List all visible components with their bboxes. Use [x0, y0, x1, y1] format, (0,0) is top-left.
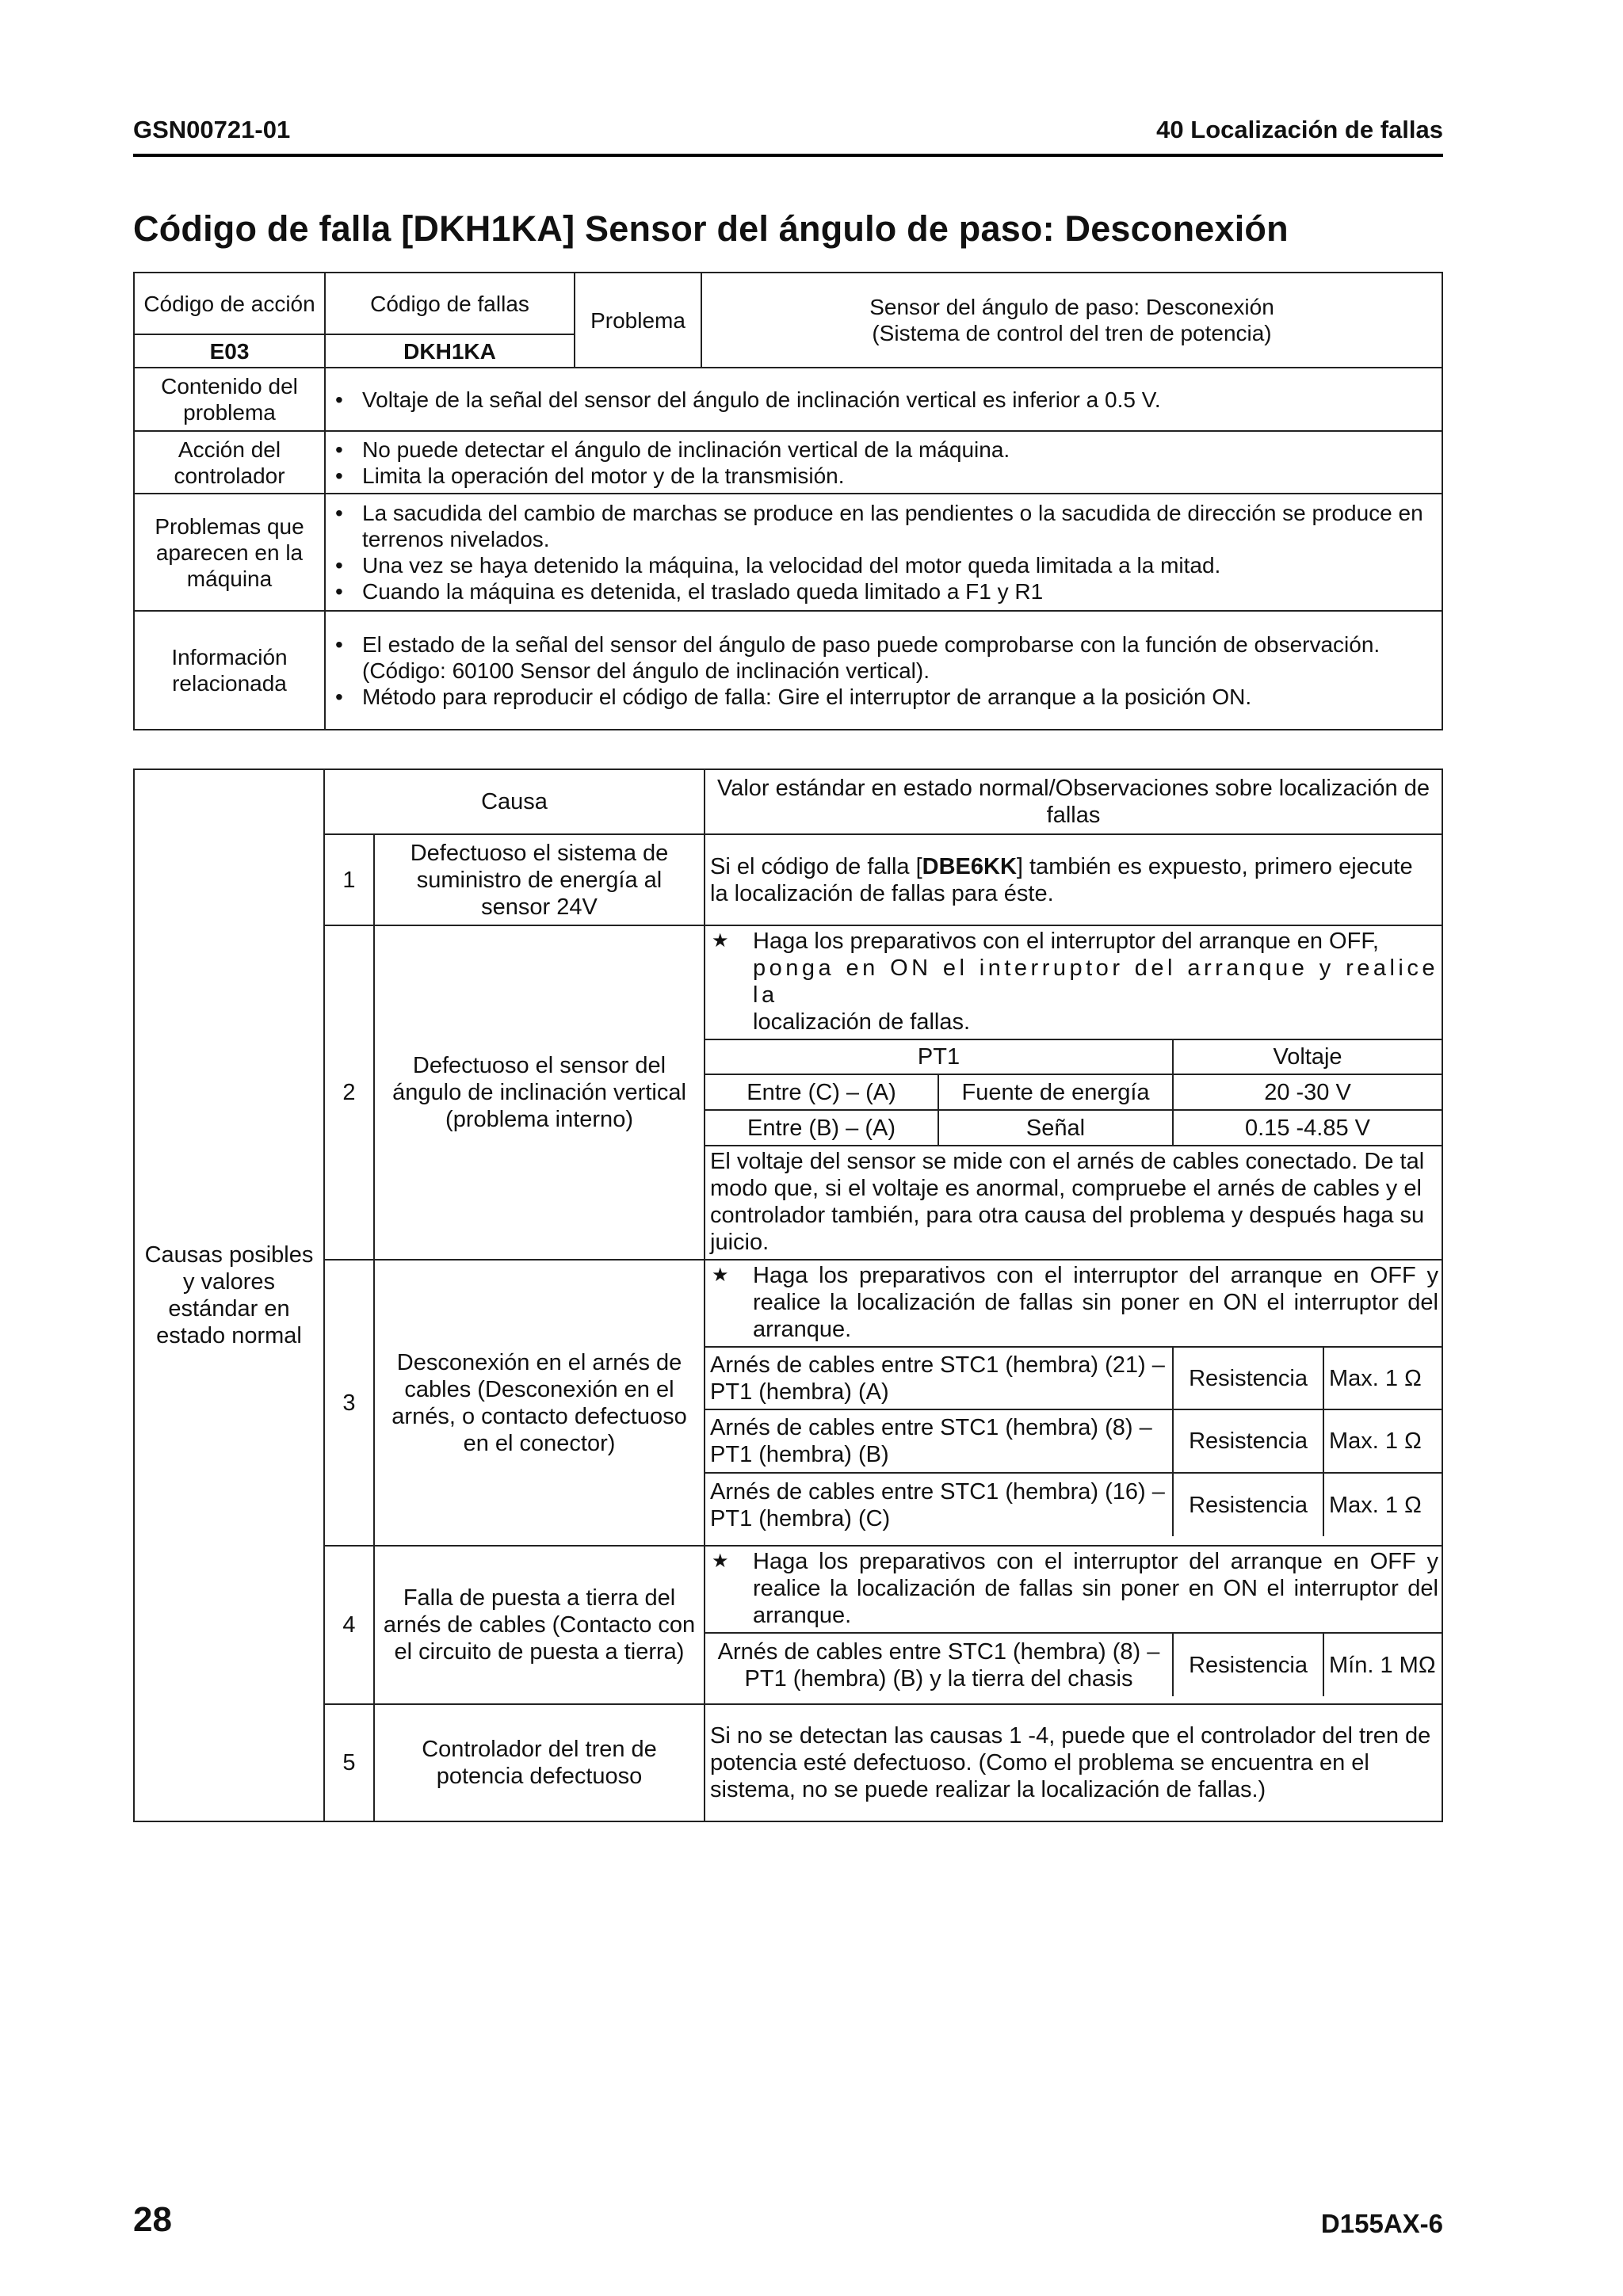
cause-number: 1 [324, 834, 374, 925]
machine-label: Problemas que aparecen en la máquina [134, 494, 325, 611]
star-instruction: ★ Haga los preparativos con el interruptor del arranque en OFF, ponga en ON el interruptor del arranque y realice la localización de fallas. [705, 926, 1442, 1039]
related-cell [325, 611, 1442, 730]
machine-item: • La sacudida del cambio de marchas se produce en las pendientes o la sacudida de dirección se produce en terrenos nivelados. [330, 500, 1437, 552]
document-code: GSN00721-01 [133, 116, 291, 143]
controller-cell [325, 431, 1442, 494]
value-header: Valor estándar en estado normal/Observaciones sobre localización de fallas [705, 769, 1442, 834]
cause-number: 5 [324, 1704, 374, 1821]
cause-text: Desconexión en el arnés de cables (Desconexión en el arnés, o contacto defectuoso en el conector) [374, 1260, 705, 1546]
controller-item: • Limita la operación del motor y de la transmisión. [330, 463, 1437, 489]
section-title: 40 Localización de fallas [1156, 116, 1443, 143]
related-fault-code: DBE6KK [922, 853, 1017, 879]
cause-number: 2 [324, 925, 374, 1260]
content-label: Contenido del problema [134, 368, 325, 431]
voltage-table [705, 1039, 1442, 1146]
machine-model: D155AX-6 [1320, 2209, 1443, 2238]
table-row: Entre (B) – (A) Señal 0.15 -4.85 V [705, 1110, 1442, 1146]
fault-info-table [133, 272, 1443, 730]
related-item: (Código: 60100 Sensor del ángulo de inclinación vertical). [362, 658, 930, 683]
related-item: • El estado de la señal del sensor del ángulo de paso puede comprobarse con la función de observación. [330, 631, 1437, 658]
machine-cell [325, 494, 1442, 611]
resistance-table [705, 1346, 1442, 1536]
related-item: • Método para reproducir el código de falla: Gire el interruptor de arranque a la posición ON. [330, 684, 1437, 710]
table-row: Arnés de cables entre STC1 (hembra) (8) – PT1 (hembra) (B) Resistencia Max. 1 Ω [705, 1409, 1442, 1473]
machine-item: • Cuando la máquina es detenida, el traslado queda limitado a F1 y R1 [330, 578, 1437, 605]
cause-row-2 [134, 925, 1442, 1260]
cause-row-3 [134, 1260, 1442, 1546]
problem-description: Sensor del ángulo de paso: Desconexión (Sistema de control del tren de potencia) [701, 273, 1442, 368]
header-rule [133, 154, 1443, 157]
fault-code: DKH1KA [325, 334, 575, 368]
cause-remedy: Si no se detectan las causas 1 -4, puede que el controlador del tren de potencia esté defectuoso. (Como el problema se encuentra en el sistema, no se puede realizar la localización de fallas.) [705, 1704, 1442, 1821]
info-row-controller [134, 431, 1442, 494]
fault-code-label: Código de fallas [325, 273, 575, 334]
cause-number: 3 [324, 1260, 374, 1546]
cause-row-5 [134, 1704, 1442, 1821]
table-row: Arnés de cables entre STC1 (hembra) (8) – PT1 (hembra) (B) y la tierra del chasis Resistencia Mín. 1 MΩ [705, 1633, 1442, 1696]
machine-item: • Una vez se haya detenido la máquina, la velocidad del motor queda limitada a la mitad. [330, 552, 1437, 578]
info-row-content [134, 368, 1442, 431]
cause-text: Defectuoso el sensor del ángulo de inclinación vertical (problema interno) [374, 925, 705, 1260]
cause-text: Controlador del tren de potencia defectuoso [374, 1704, 705, 1821]
info-row-codes [134, 273, 1442, 334]
cause-remedy [705, 1546, 1442, 1704]
causes-side-label: Causas posibles y valores estándar en estado normal [134, 769, 324, 1821]
controller-label: Acción del controlador [134, 431, 325, 494]
page-number: 28 [133, 2200, 172, 2239]
cause-row-4 [134, 1546, 1442, 1704]
table-row: Arnés de cables entre STC1 (hembra) (21) – PT1 (hembra) (A) Resistencia Max. 1 Ω [705, 1347, 1442, 1409]
table-row: Entre (C) – (A) Fuente de energía 20 -30 V [705, 1074, 1442, 1110]
action-code: E03 [134, 334, 325, 368]
related-label: Información relacionada [134, 611, 325, 730]
star-instruction: ★ Haga los preparativos con el interruptor del arranque en OFF y realice la localización de fallas sin poner en ON el interruptor del arranque. [705, 1261, 1442, 1346]
cause-number: 4 [324, 1546, 374, 1704]
cause-text: Falla de puesta a tierra del arnés de cables (Contacto con el circuito de puesta a tierra) [374, 1546, 705, 1704]
controller-item: • No puede detectar el ángulo de inclinación vertical de la máquina. [330, 437, 1437, 463]
causes-table [133, 769, 1443, 1822]
page-title: Código de falla [DKH1KA] Sensor del ángulo de paso: Desconexión [133, 208, 1289, 249]
causes-header-row [134, 769, 1442, 834]
cause-remedy [705, 925, 1442, 1260]
cause-text: Defectuoso el sistema de suministro de energía al sensor 24V [374, 834, 705, 925]
info-row-related [134, 611, 1442, 730]
problem-label: Problema [575, 273, 701, 368]
star-instruction: ★ Haga los preparativos con el interruptor del arranque en OFF y realice la localización de fallas sin poner en ON el interruptor del arranque. [705, 1547, 1442, 1632]
content-cell [325, 368, 1442, 431]
table-row: Arnés de cables entre STC1 (hembra) (16) – PT1 (hembra) (C) Resistencia Max. 1 Ω [705, 1473, 1442, 1536]
action-code-label: Código de acción [134, 273, 325, 334]
cause-remedy [705, 1260, 1442, 1546]
content-item: • Voltaje de la señal del sensor del ángulo de inclinación vertical es inferior a 0.5 V. [330, 387, 1437, 413]
voltage-header: Voltaje [1173, 1039, 1442, 1074]
info-row-machine [134, 494, 1442, 611]
cause-remedy: Si el código de falla [DBE6KK] también es expuesto, primero ejecute la localización de fallas para éste. [705, 834, 1442, 925]
cause-header: Causa [324, 769, 705, 834]
cause-row-1 [134, 834, 1442, 925]
measurement-note: El voltaje del sensor se mide con el arnés de cables conectado. De tal modo que, si el voltaje es anormal, compruebe el arnés de cables y el controlador también, para otra causa del problema y después haga su juicio. [710, 1149, 1425, 1255]
ground-resistance-table [705, 1632, 1442, 1696]
pt1-header: PT1 [705, 1039, 1173, 1074]
